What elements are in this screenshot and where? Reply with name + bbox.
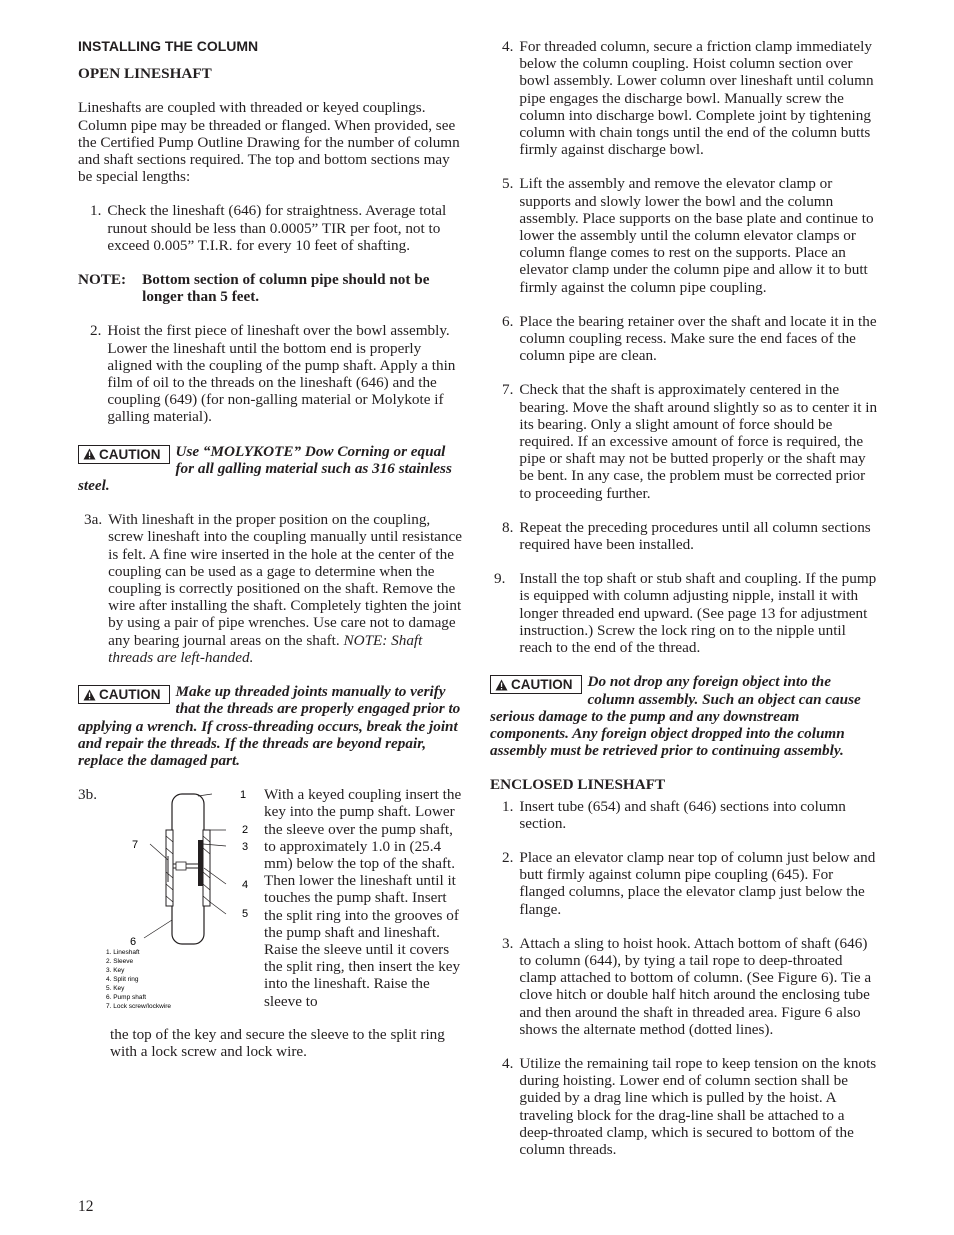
step-text: Attach a sling to hoist hook. Attach bottom of shaft (646) to column (644), by tying a tail rope to deep-throated clamp attached to bottom of column. (See Figure 6). Tie a clove hitch or double half hitch around the enclosing tube and then around the shaft in threaded area. Figure 6 also shows the alternate method (dotted lines).	[519, 934, 872, 1038]
caution-badge	[78, 445, 170, 464]
figure-legend	[106, 949, 171, 1010]
step-4	[502, 38, 880, 158]
enclosed-step-3	[502, 935, 880, 1038]
step-3b	[78, 786, 462, 1026]
callout-3: 3	[242, 841, 249, 854]
legend-item: 5. Key	[106, 985, 125, 993]
step-8	[502, 519, 880, 553]
step-number: 9.	[494, 570, 506, 588]
step-text: Insert tube (654) and shaft (646) sections into column section.	[519, 797, 846, 832]
keyed-coupling-figure	[100, 786, 260, 1026]
step-number: 4.	[502, 1054, 514, 1072]
step-text: Check the lineshaft (646) for straightness. Average total runout should be less than 0.0005” TIR per foot, not to exceed 0.005” T.I.R. for every 10 feet of shafting.	[107, 202, 447, 254]
step-text: Repeat the preceding procedures until all column sections required have been installed.	[519, 518, 871, 554]
callout-2: 2	[242, 824, 249, 837]
step-number: 7.	[502, 381, 514, 399]
step-text: Place the bearing retainer over the shaft and locate it in the column coupling recess. Make sure the end faces of the column pipe are clean.	[519, 312, 877, 365]
enclosed-step-4	[502, 1055, 880, 1158]
caution-notice	[490, 673, 880, 759]
step-text: Check that the shaft is approximately centered in the bearing. Move the shaft around slightly so as to center it in its bearing. Only a slight amount of force should be required. If an excessive amount of force is required, the pipe or shaft may not be butted properly or the shaft may be bent. In any case, the problem must be corrected prior to proceeding further.	[519, 381, 878, 502]
step-note: NOTE: Shaft threads are left-handed.	[108, 631, 423, 666]
section-heading: INSTALLING THE COLUMN	[78, 38, 259, 54]
note-label: NOTE:	[78, 271, 127, 289]
callout-7: 7	[132, 839, 139, 852]
intro-paragraph: Lineshafts are coupled with threaded or keyed couplings. Column pipe may be threaded or flanged. When provided, see the Certified Pump Outline Drawing for the number of column and shaft sections required. The top and bottom sections may be special lengths:	[78, 99, 460, 186]
callout-4: 4	[242, 879, 249, 892]
subsection-heading: ENCLOSED LINESHAFT	[490, 776, 666, 794]
step-9	[494, 570, 880, 656]
step-number: 2.	[90, 322, 102, 340]
caution-text: Make up threaded joints manually to verify that the threads are properly engaged prior to applying a wrench. If cross-threading occurs, break the joint and repair the threads. If the threads are beyond repair, replace the damaged part.	[78, 683, 461, 769]
step-text: For threaded column, secure a friction clamp immediately below the column coupling. Hoist column section over bowl assembly. Lower column over lineshaft until column pipe engages the discharge bowl. Manually screw the column into discharge bowl. Complete joint by tightening column with chain tongs until the end of the column butts firmly against discharge bowl.	[519, 38, 874, 159]
caution-badge	[490, 675, 582, 694]
step-number: 1.	[502, 797, 514, 815]
step-5	[502, 175, 880, 295]
note-text: Bottom section of column pipe should not be longer than 5 feet.	[142, 271, 430, 306]
caution-label: CAUTION	[99, 687, 161, 703]
callout-5: 5	[242, 908, 249, 921]
step-number: 1.	[90, 202, 102, 220]
step-number: 3a.	[84, 511, 103, 529]
step-text: Install the top shaft or stub shaft and coupling. If the pump is equipped with column adjusting nipple, install it with longer threaded end upward. (See page 13 for adjustment instruction.) Screw the lock ring on to the nipple until reach to the end of the thread.	[519, 570, 877, 657]
caution-notice	[78, 683, 462, 769]
caution-label: CAUTION	[99, 446, 161, 462]
step-number: 8.	[502, 518, 514, 536]
step-text: Utilize the remaining tail rope to keep tension on the knots during hoisting. Lower end of column section shall be guided by a drag line which is pulled by the hoist. A traveling block for the drag-line shall be attached to a deep-throated clamp, which is secured to bottom of the column threads.	[519, 1054, 877, 1158]
caution-label: CAUTION	[511, 677, 573, 693]
step-number: 5.	[502, 175, 514, 193]
step-number: 3b.	[78, 786, 97, 804]
step-1	[90, 202, 462, 254]
step-text: With lineshaft in the proper position on the coupling, screw lineshaft into the coupling manually until resistance is felt. A fine wire inserted in the hole at the center of the coupling can be used as a gage to determine when the coupling is correctly positioned on the shaft. Remove the wire after installing the shaft. Completely tighten the joint by using a pair of pipe wrenches. Use care not to damage any bearing journal areas on the shaft.	[108, 511, 462, 649]
warning-triangle-icon	[83, 689, 96, 701]
step-text: Place an elevator clamp near top of column just below and butt firmly against column pipe coupling (645). For flanged columns, place the elevator clamp just below the flange.	[519, 848, 876, 918]
step-number: 3.	[502, 934, 514, 952]
step-number: 2.	[502, 848, 514, 866]
legend-item: 7. Lock screw/lockwire	[106, 1003, 172, 1011]
step-number: 6.	[502, 312, 514, 330]
legend-item: 2. Sleeve	[106, 958, 134, 966]
callout-1: 1	[240, 789, 247, 802]
warning-triangle-icon	[495, 679, 508, 691]
subsection-heading: OPEN LINESHAFT	[78, 65, 212, 83]
step-text: Lift the assembly and remove the elevator clamp or supports and slowly lower the bowl and the column assembly. Place supports on the base plate and continue to lower the assembly until the column elevator clamps or column flange comes to rest on the supports. Place an elevator clamp under the column pipe and allow it to butt firmly against the column pipe coupling.	[519, 175, 874, 296]
caution-text: Do not drop any foreign object into the column assembly. Such an object can cause serious damage to the pump and any downstream components. Any foreign object dropped into the column assembly must be retrieved prior to continuing assembly.	[490, 673, 861, 760]
page-number: 12	[78, 1198, 94, 1215]
warning-triangle-icon	[83, 448, 96, 460]
enclosed-step-1	[502, 798, 880, 832]
step-text: With a keyed coupling insert the key into the pump shaft. Lower the sleeve over the pump shaft, to approximately 1.0 in (25.4 mm) below the top of the shaft. Then lower the lineshaft until it touches the pump shaft. Insert the split ring into the grooves of the pump shaft and lineshaft. Raise the sleeve until it covers the split ring, then insert the key into the lineshaft. Raise the sleeve to	[264, 786, 462, 1010]
right-column	[490, 38, 880, 1175]
caution-text: Use “MOLYKOTE” Dow Corning or equal for all galling material such as 316 stainless steel.	[78, 442, 452, 495]
caution-notice	[78, 443, 462, 495]
legend-item: 6. Pump shaft	[106, 994, 147, 1002]
enclosed-step-2	[502, 849, 880, 918]
legend-item: 3. Key	[106, 967, 125, 975]
step-6	[502, 313, 880, 365]
step-3a	[84, 511, 462, 666]
step-text: Hoist the first piece of lineshaft over the bowl assembly. Lower the lineshaft until the bottom end is properly aligned with the coupling of the pump shaft. Apply a thin film of oil to the threads on the lineshaft (646) and the coupling (649) (for non-galling material or Molykote if galling material).	[107, 322, 456, 426]
caution-badge	[78, 685, 170, 704]
note	[78, 271, 462, 305]
left-column	[78, 38, 462, 1078]
step-2	[90, 322, 462, 425]
legend-item: 4. Split ring	[106, 976, 139, 984]
step-number: 4.	[502, 38, 514, 55]
legend-item: 1. Lineshaft	[106, 949, 140, 957]
callout-6: 6	[130, 936, 137, 949]
step-text-continued: the top of the key and secure the sleeve to the split ring with a lock screw and lock wire.	[110, 1026, 445, 1061]
step-7	[502, 381, 880, 501]
